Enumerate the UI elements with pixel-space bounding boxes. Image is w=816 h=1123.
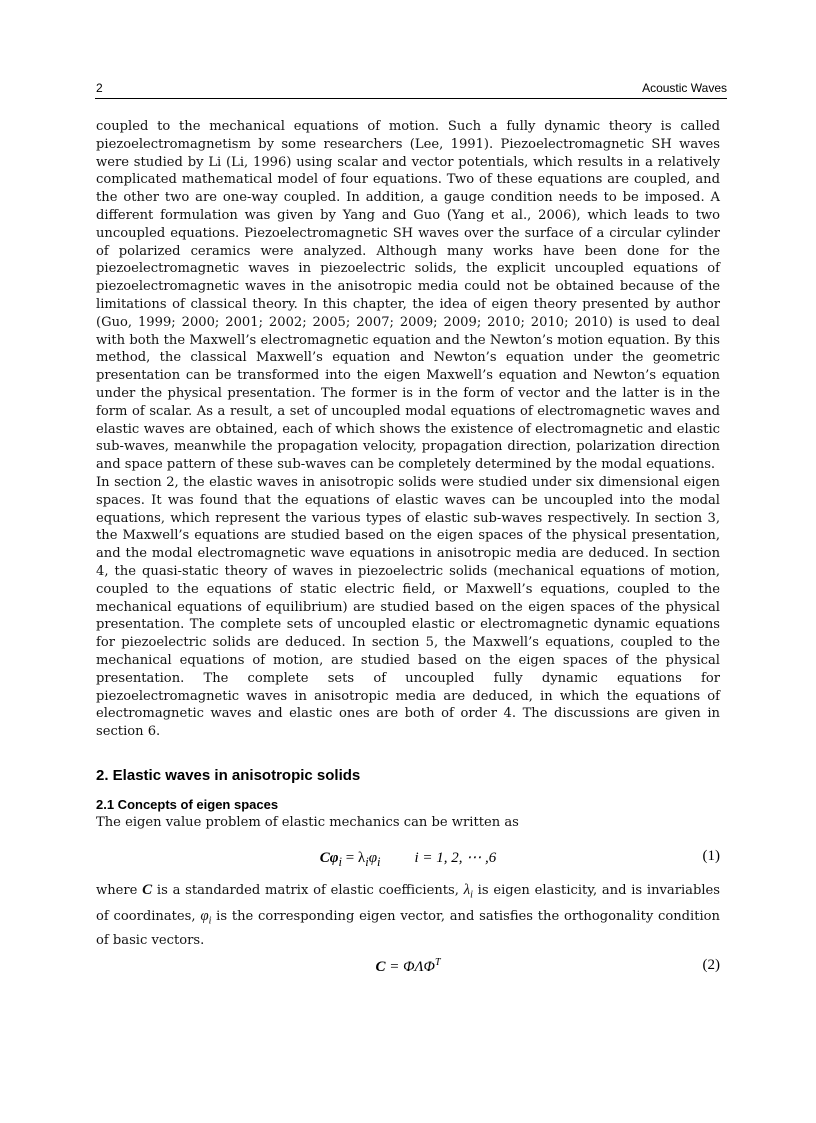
intro-sentence: The eigen value problem of elastic mechanics can be written as — [96, 815, 519, 830]
eq1-phi: φ — [368, 850, 377, 866]
eq2-sup: T — [434, 957, 441, 968]
page-number: 2 — [96, 81, 103, 95]
equation-2-number: (2) — [702, 957, 720, 973]
where-text: is the corresponding eigen vector, and satisfies the orthogonality condition of basic vectors. — [96, 908, 720, 949]
where-text: where — [96, 883, 143, 898]
equation-2 — [96, 957, 720, 977]
eq1-sub: i — [365, 855, 369, 869]
paragraph: coupled to the mechanical equations of motion. Such a fully dynamic theory is called piezoelectromagnetism by some researchers (Lee, 1991). Piezoelectromagnetic SH waves were studied by Li (Li, 1996) using scalar and vector potentials, which results in a relatively complicated mathematical model of four equations. Two of these equations are coupled, and the other two are one-way coupled. In addition, a gauge condition needs to be imposed. A different formulation was given by Yang and Guo (Yang et al., 2006), which leads to two uncoupled equations. Piezoelectromagnetic SH waves over the surface of a circular cylinder of polarized ceramics were analyzed. Although many works have been done for the piezoelectromagnetic waves in piezoelectric solids, the explicit uncoupled equations of piezoelectromagnetic waves in the anisotropic media could not be obtained because of the limitations of classical theory. In this chapter, the idea of eigen theory presented by author (Guo, 1999; 2000; 2001; 2002; 2005; 2007; 2009; 2009; 2010; 2010; 2010) is used to deal with both the Maxwell’s electromagnetic equation and the Newton’s motion equation. By this method, the classical Maxwell’s equation and Newton’s equation under the geometric presentation can be transformed into the eigen Maxwell’s equation and Newton’s equation under the physical presentation. The former is in the form of vector and the latter is in the form of scalar. As a result, a set of uncoupled modal equations of electromagnetic waves and elastic waves are obtained, each of which shows the existence of electromagnetic and elastic sub-waves, meanwhile the propagation velocity, propagation direction, polarization direction and space pattern of these sub-waves can be completely determined by the modal equations. — [96, 119, 720, 473]
where-sub: i — [208, 915, 212, 927]
where-paragraph — [96, 880, 720, 951]
eq1-range: i = 1, 2, ⋯ ,6 — [414, 850, 497, 866]
section-heading: 2. Elastic waves in anisotropic solids — [96, 767, 361, 784]
eq1-sub: i — [377, 855, 381, 869]
eq1-mid: = λ — [341, 850, 366, 866]
equation-1-number: (1) — [702, 848, 720, 864]
where-symbol-c: C — [142, 882, 153, 898]
where-sub: i — [470, 889, 473, 901]
running-title: Acoustic Waves — [642, 81, 727, 95]
eq2-rest: = ΦΛΦ — [385, 959, 435, 975]
where-text: is a standarded matrix of elastic coefficients, — [152, 883, 464, 898]
equation-1 — [96, 848, 720, 868]
running-header — [95, 80, 727, 99]
eq1-lhs: Cφ — [319, 850, 339, 866]
subsection-heading: 2.1 Concepts of eigen spaces — [96, 797, 279, 812]
where-text: is eigen elasticity, and is invariables of coordinates, — [96, 883, 720, 924]
eq2-c: C — [375, 959, 386, 975]
where-symbol-lambda: λ — [463, 882, 471, 898]
paragraph: In section 2, the elastic waves in anisotropic solids were studied under six dimensional eigen spaces. It was found that the equations of elastic waves can be uncoupled into the modal equations, which represent the various types of elastic sub-waves respectively. In section 3, the Maxwell’s equations are studied based on the eigen spaces of the physical presentation, and the modal electromagnetic wave equations in anisotropic media are deduced. In section 4, the quasi-static theory of waves in piezoelectric solids (mechanical equations of motion, coupled to the equations of static electric field, or Maxwell’s equations, coupled to the mechanical equations of equilibrium) are studied based on the eigen spaces of the physical presentation. The complete sets of uncoupled elastic or electromagnetic dynamic equations for piezoelectric solids are deduced. In section 5, the Maxwell’s equations, coupled to the mechanical equations of motion, are studied based on the eigen spaces of the physical presentation. The complete sets of uncoupled fully dynamic equations for piezoelectromagnetic waves in anisotropic media are deduced, in which the equations of electromagnetic waves and elastic ones are both of order 4. The discussions are given in section 6. — [96, 474, 720, 740]
equation-2-expression — [96, 957, 720, 976]
equation-1-expression — [96, 848, 720, 870]
where-symbol-phi: φ — [200, 907, 209, 924]
body-text — [96, 118, 720, 741]
eq1-sub: i — [338, 855, 342, 869]
